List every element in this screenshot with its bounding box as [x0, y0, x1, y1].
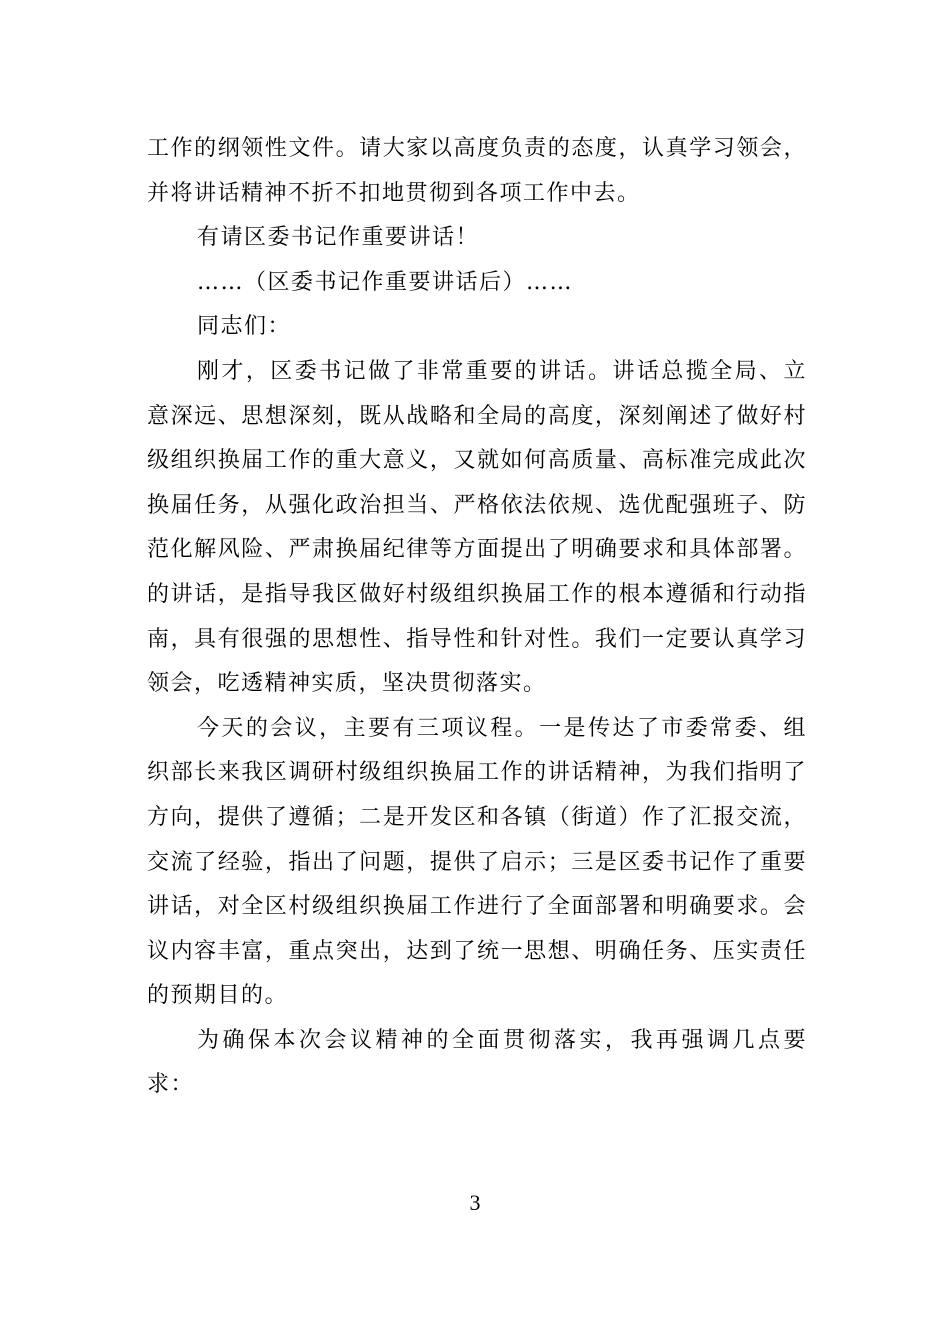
body-text — [147, 127, 807, 1108]
paragraph-requirements-intro: 为确保本次会议精神的全面贯彻落实，我再强调几点要求： — [147, 1027, 807, 1098]
paragraph-salutation: 同志们： — [197, 314, 292, 340]
paragraph-continuation: 工作的纲领性文件。请大家以高度负责的态度，认真学习领会，并将讲话精神不折不扣地贯彻到各项工作中去。 — [147, 136, 807, 206]
paragraph-meeting-agenda: 今天的会议，主要有三项议程。一是传达了市委常委、组织部长来我区调研村级组织换届工作的讲话精神，为我们指明了方向，提供了遵循；二是开发区和各镇（街道）作了汇报交流，交流了经验，指出了问题，提供了启示；三是区委书记作了重要讲话，对全区村级组织换届工作进行了全面部署和明确要求。会议内容丰富，重点突出，达到了统一思想、明确任务、压实责任的预期目的。 — [147, 715, 807, 1009]
paragraph-stage-note: ……（区委书记作重要讲话后）…… — [197, 269, 574, 295]
paragraph-invitation: 有请区委书记作重要讲话！ — [197, 225, 480, 251]
page-number: 3 — [469, 1190, 481, 1215]
paragraph-speech-summary: 刚才，区委书记做了非常重要的讲话。讲话总揽全局、立意深远、思想深刻，既从战略和全局的高度，深刻阐述了做好村级组织换届工作的重大意义，又就如何高质量、高标准完成此次换届任务，从强化政治担当、严格依法依规、选优配强班子、防范化解风险、严肃换届纪律等方面提出了明确要求和具体部署。的讲话，是指导我区做好村级组织换届工作的根本遵循和行动指南，具有很强的思想性、指导性和针对性。我们一定要认真学习领会，吃透精神实质，坚决贯彻落实。 — [147, 358, 807, 697]
